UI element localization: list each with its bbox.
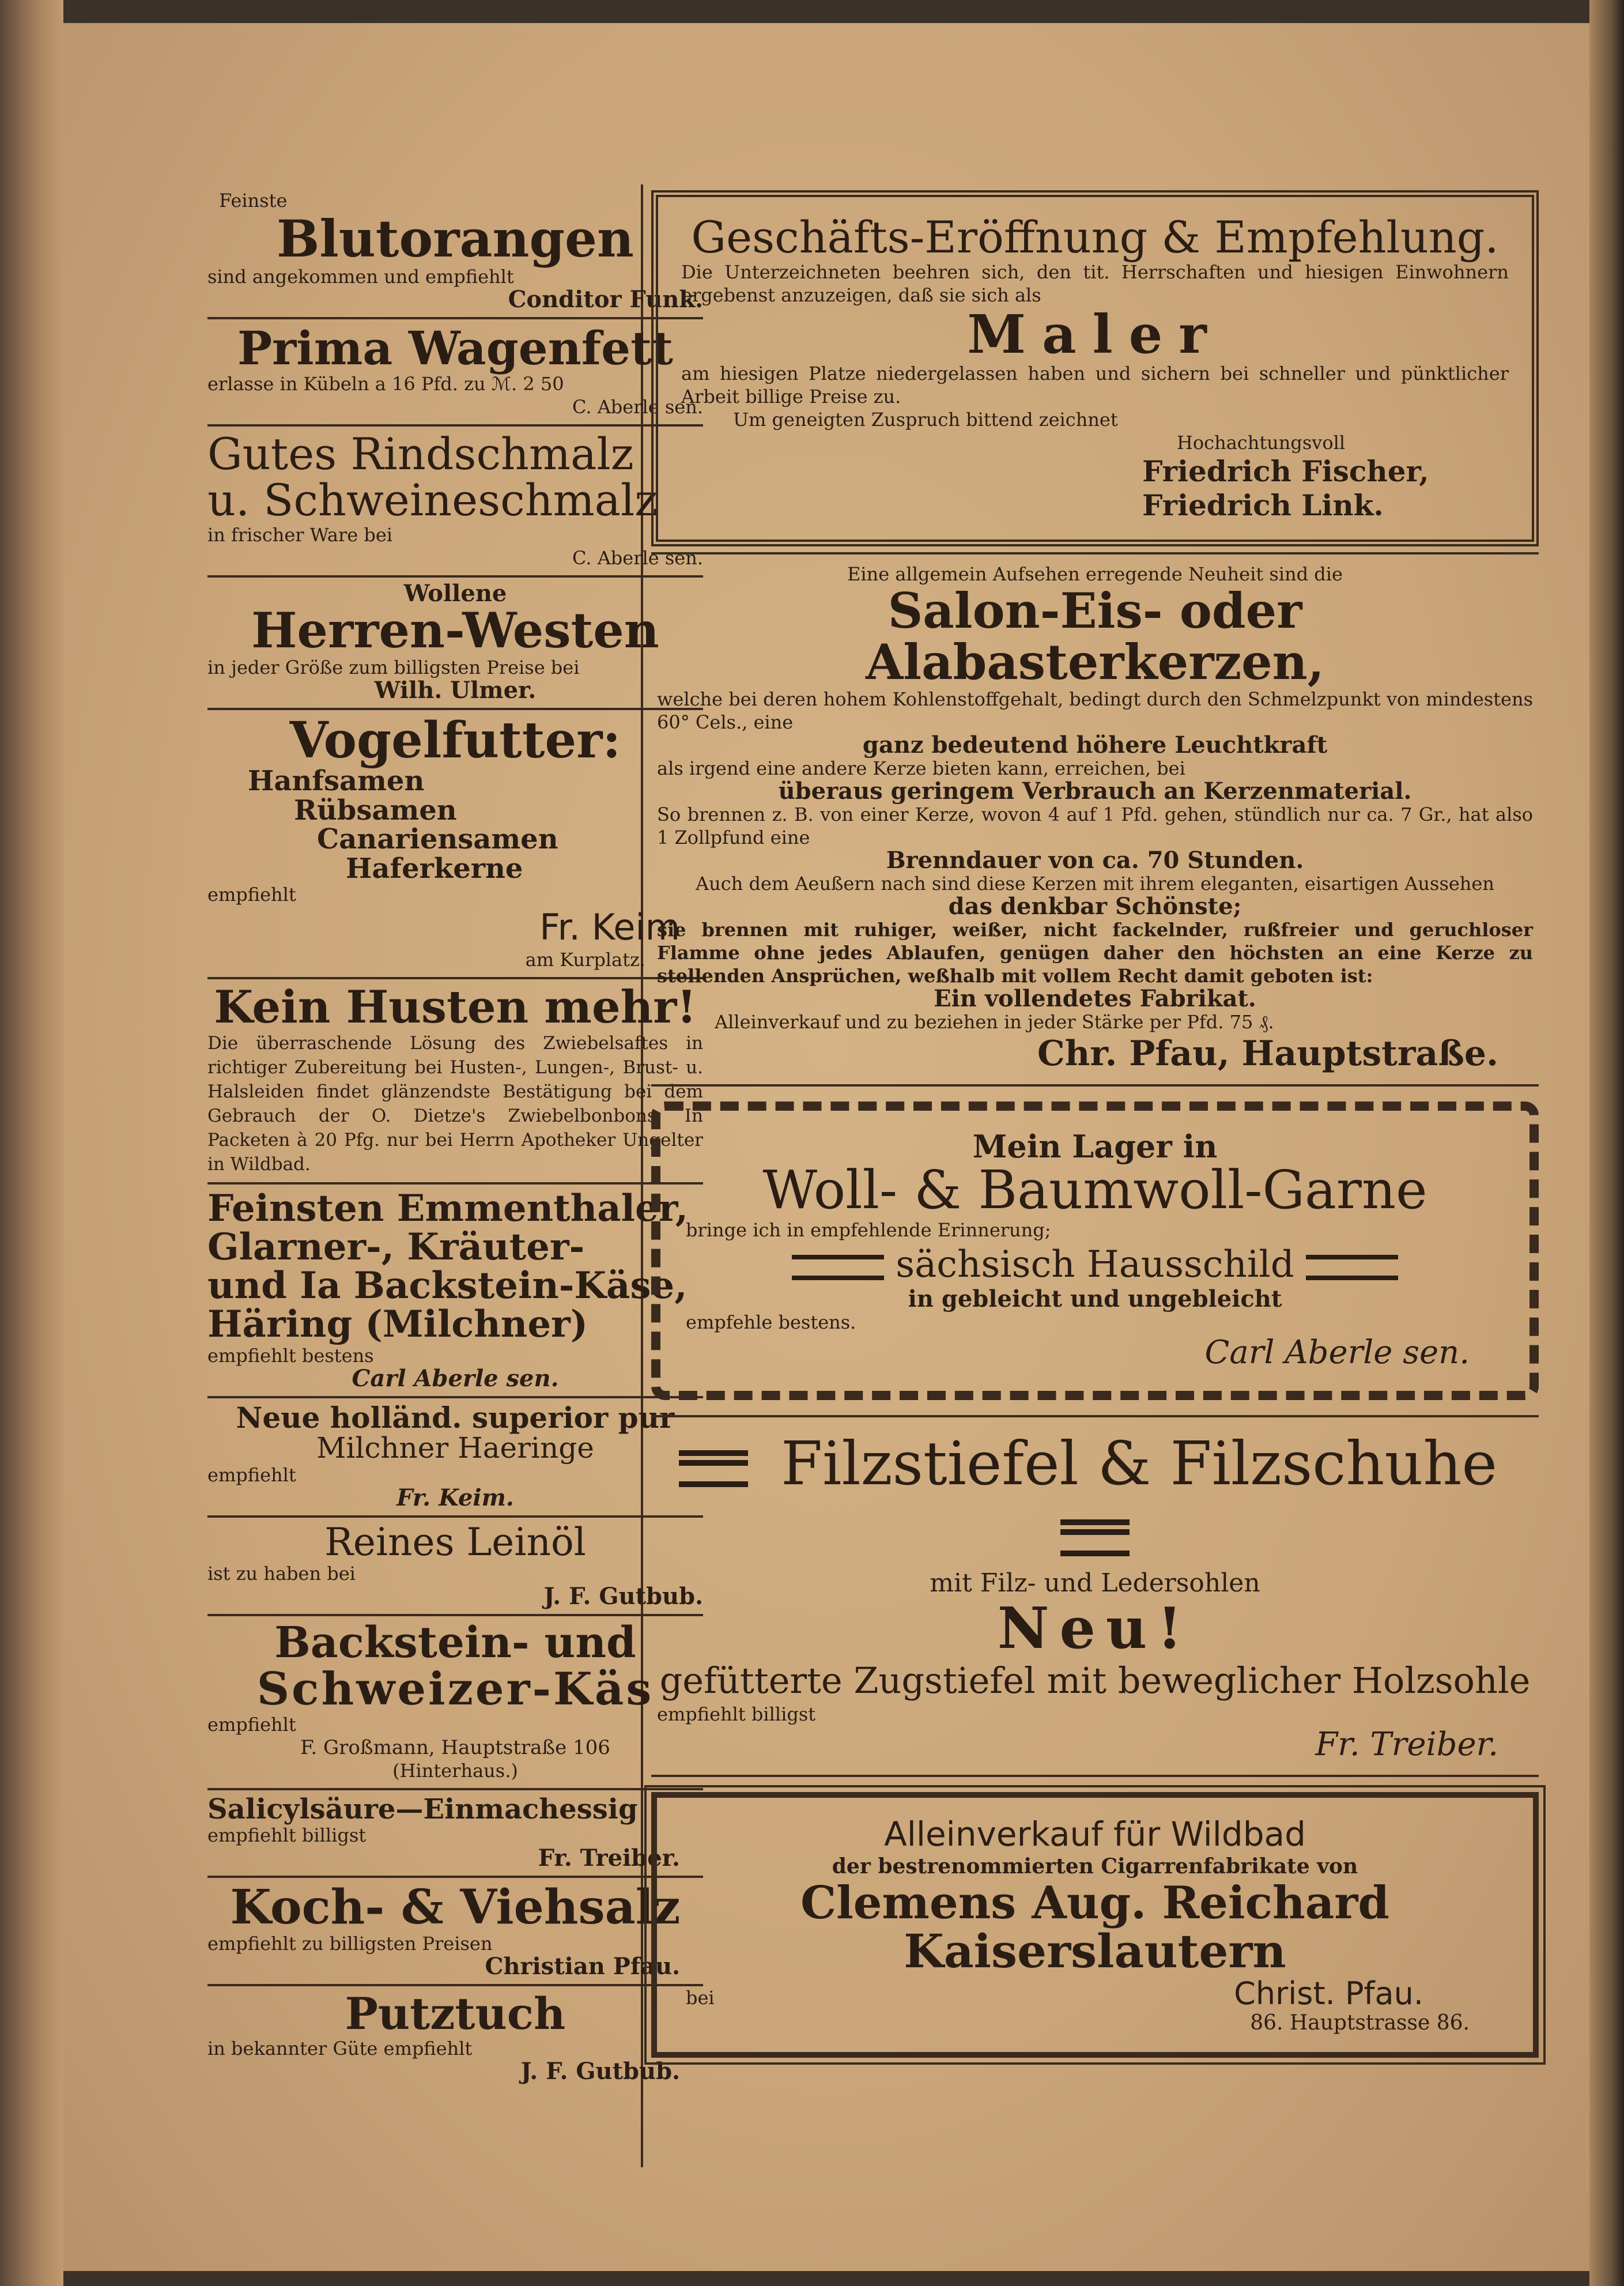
ad-line: der bestrenommierten Cigarrenfabrikate von [832, 1854, 1358, 1878]
ad-sub: (Hinterhaus.) [392, 1759, 518, 1782]
ad-body: Die überraschende Lösung des Zwiebelsaftes in richtiger Zubereitung bei Husten-, Lungen-, Brust- u. Halsleiden findet glänzendste Bestätigung bei dem Gebrauch der O. Dietze's Zwiebelbonbons. In Packeten à 20 Pfg. nur bei Herrn Apotheker Ungelter in Wildbad. [207, 1032, 703, 1175]
newspaper-page [63, 23, 1591, 2271]
ad-title-row [657, 1429, 1533, 1567]
ad-signature: Carl Aberle sen. [352, 1364, 559, 1392]
ad-highlight: ganz bedeutend höhere Leuchtkraft [862, 731, 1328, 759]
ad-signature: Fr. Treiber. [1315, 1725, 1498, 1763]
ad-big: Neu! [997, 1595, 1193, 1662]
ad-line: gefütterte Zugstiefel mit beweglicher Holzsohle [659, 1659, 1531, 1702]
ad-line: Feinsten Emmenthaler, [207, 1186, 689, 1230]
ad-signature: Chr. Pfau, Hauptstraße. [1037, 1033, 1498, 1074]
left-column [207, 184, 703, 2089]
dash-ornament [792, 1255, 884, 1280]
ad-highlight: Ein vollendetes Fabrikat. [934, 984, 1256, 1012]
ad-text: in jeder Größe zum billigsten Preise bei [207, 657, 580, 679]
ad-signature: Christ. Pfau. [1234, 1975, 1423, 2012]
ad-line: Häring (Milchner) [207, 1303, 588, 1346]
ad-backstein-kaes [207, 1616, 703, 1790]
ad-signature: Friedrich Link. [1142, 488, 1384, 523]
ad-highlight: das denkbar Schönste; [948, 892, 1242, 920]
ad-text: bei [686, 1986, 715, 2009]
ad-title-line2: Schweizer-Käs [256, 1662, 654, 1715]
ad-maler [651, 190, 1539, 546]
ad-line: Alleinverkauf für Wildbad [884, 1814, 1306, 1854]
ad-signature: J. F. Gutbub. [543, 1582, 703, 1610]
ad-title: Herren-Westen [251, 601, 659, 659]
ad-address: 86. Hauptstrasse 86. [1250, 2010, 1470, 2035]
ad-intro: Eine allgemein Aufsehen erregende Neuheit sind die [847, 563, 1343, 586]
right-column [651, 184, 1539, 2073]
ad-filzstiefel [651, 1415, 1539, 1777]
ad-sub: mit Filz- und Ledersohlen [930, 1568, 1260, 1598]
ad-title-line2: Milchner Haeringe [316, 1431, 594, 1465]
ad-sub-text: sächsisch Hausschild [896, 1243, 1294, 1287]
ad-highlight: überaus geringem Verbrauch an Kerzenmaterial. [778, 777, 1412, 805]
ad-item: Hanfsamen [248, 765, 425, 798]
page-edge [1589, 0, 1624, 2286]
ad-line: Clemens Aug. Reichard [800, 1876, 1389, 1929]
ad-title: Koch- & Viehsalz [230, 1879, 681, 1935]
ad-vogelfutter [207, 710, 703, 979]
dash-ornament [1060, 1519, 1130, 1556]
ad-text: empfiehlt bestens [207, 1344, 374, 1367]
ad-text: Um geneigten Zuspruch bittend zeichnet [733, 409, 1118, 431]
ad-title: Salon-Eis- oder Alabasterkerzen, [866, 582, 1324, 691]
ad-herren-westen [207, 578, 703, 710]
ad-title: Geschäfts-Eröffnung & Empfehlung. [691, 212, 1499, 263]
ad-title: Salicylsäure—Einmachessig [207, 1793, 638, 1825]
ad-title-line1: Backstein- und [274, 1617, 636, 1668]
ad-signature: C. Aberle sen. [572, 396, 703, 418]
ad-schmalz [207, 427, 703, 578]
ad-text: empfiehlt billigst [657, 1703, 816, 1725]
ad-cigarren [651, 1792, 1539, 2058]
ad-kerzen [651, 552, 1539, 1086]
ad-pre: Mein Lager in [972, 1127, 1218, 1165]
ad-text: Alleinverkauf und zu beziehen in jeder Stärke per Pfd. 75 ₰. [715, 1010, 1274, 1033]
ad-signature: Friedrich Fischer, [1142, 454, 1429, 489]
ad-signature: Fr. Treiber. [538, 1844, 680, 1872]
ad-text: Die Unterzeichneten beehren sich, den tit. Herrschaften und hiesigen Einwohnern ergebenst anzuzeigen, daß sie sich als [681, 261, 1509, 306]
ad-blutorangen [207, 184, 703, 319]
ad-text: empfiehlt [207, 1713, 296, 1736]
ad-sub: am Kurplatz. [525, 949, 645, 971]
ad-garne [651, 1101, 1539, 1400]
ad-text: erlasse in Kübeln a 16 Pfd. zu ℳ. 2 50 [207, 373, 564, 395]
ad-title-line2: u. Schweineschmalz [207, 474, 658, 526]
ad-signature: Carl Aberle sen. [1204, 1334, 1470, 1372]
ad-signature: C. Aberle sen. [572, 546, 703, 569]
ad-title: Kein Husten mehr! [214, 981, 697, 1034]
ad-signature: J. F. Gutbub. [520, 2057, 680, 2085]
ad-closing: Hochachtungsvoll [1177, 432, 1346, 454]
ad-highlight: Brenndauer von ca. 70 Stunden. [886, 846, 1304, 874]
ad-text: empfiehlt billigst [207, 1824, 367, 1846]
ad-signature: Fr. Keim. [396, 1484, 514, 1511]
ad-item: Rübsamen [294, 794, 457, 827]
ad-signature: Conditor Funk. [508, 286, 703, 314]
ad-footer [686, 1975, 1504, 2012]
ad-pre: Wollene [403, 579, 507, 607]
book-spine [0, 0, 63, 2286]
ad-leinoel [207, 1518, 703, 1616]
ad-text: in frischer Ware bei [207, 523, 392, 546]
ad-title: Vogelfutter: [289, 711, 621, 770]
ad-text: So brennen z. B. von einer Kerze, wovon 4 auf 1 Pfd. gehen, stündlich nur ca. 7 Gr., hat also 1 Zollpfund eine [657, 803, 1533, 848]
ad-line: und Ia Backstein-Käse, [207, 1264, 688, 1308]
ad-signature: Wilh. Ulmer. [374, 677, 537, 704]
ad-wagenfett [207, 319, 703, 427]
ad-signature: Christian Pfau. [485, 1953, 680, 1981]
ad-title: Filzstiefel & Filzschuhe [781, 1428, 1498, 1499]
ad-text: sie brennen mit ruhiger, weißer, nicht fackelnder, rußfreier und geruchloser Flamme ohne jedes Ablaufen, genügen daher den höchsten an eine Kerze zu stellenden Ansprüchen, weßhalb mit vollem Recht damit geboten ist: [657, 918, 1533, 987]
ad-title: Blutorangen [277, 209, 634, 269]
ad-text: am hiesigen Platze niedergelassen haben und sichern bei schneller und pünktlicher Arbeit billige Preise zu. [681, 363, 1509, 408]
ad-husten [207, 979, 703, 1185]
ad-text: empfehle bestens. [686, 1311, 856, 1334]
ad-text: bringe ich in empfehlende Erinnerung; [686, 1219, 1051, 1242]
dash-ornament [679, 1450, 748, 1487]
ad-pre: Feinste [219, 190, 288, 212]
ad-title: Prima Wagenfett [237, 321, 673, 376]
ad-text: sind angekommen und empfiehlt [207, 266, 514, 288]
ad-kaese [207, 1185, 703, 1398]
ad-title: Putztuch [345, 1988, 566, 2040]
ad-title: Woll- & Baumwoll-Garne [762, 1159, 1427, 1221]
ad-title-line1: Neue holländ. superior pur [236, 1400, 675, 1435]
ad-text: ist zu haben bei [207, 1562, 356, 1585]
ad-sub: in gebleicht und ungebleicht [908, 1285, 1282, 1313]
ad-title-line1: Gutes Rindschmalz [207, 428, 634, 480]
ad-item: Canariensamen [317, 823, 558, 856]
ad-item: Haferkerne [346, 852, 523, 885]
ad-line: Kaiserslautern [904, 1923, 1286, 1978]
ad-signature: F. Großmann, Hauptstraße 106 [300, 1736, 610, 1759]
ad-line: Glarner-, Kräuter- [207, 1225, 585, 1269]
ad-haeringe [207, 1398, 703, 1518]
ad-text: empfiehlt [207, 1463, 296, 1486]
ad-title: Reines Leinöl [324, 1519, 586, 1564]
ad-text: empfiehlt zu billigsten Preisen [207, 1933, 493, 1955]
ad-text: als irgend eine andere Kerze bieten kann, erreichen, bei [657, 757, 1185, 779]
ad-sub [686, 1242, 1504, 1288]
ad-putztuch [207, 1986, 703, 2089]
ad-text: empfiehlt [207, 884, 296, 906]
ad-signature: Fr. Keim [539, 906, 680, 949]
ad-salz [207, 1878, 703, 1986]
dash-ornament [1306, 1255, 1398, 1280]
ad-text: Auch dem Aeußern nach sind diese Kerzen mit ihrem eleganten, eisartigen Aussehen [696, 872, 1494, 895]
ad-salicyl [207, 1790, 703, 1878]
ad-big: Maler [967, 303, 1223, 365]
ad-text: welche bei deren hohem Kohlenstoffgehalt, bedingt durch den Schmelzpunkt von mindestens 60° Cels., eine [657, 688, 1533, 733]
ad-text: in bekannter Güte empfiehlt [207, 2037, 473, 2059]
